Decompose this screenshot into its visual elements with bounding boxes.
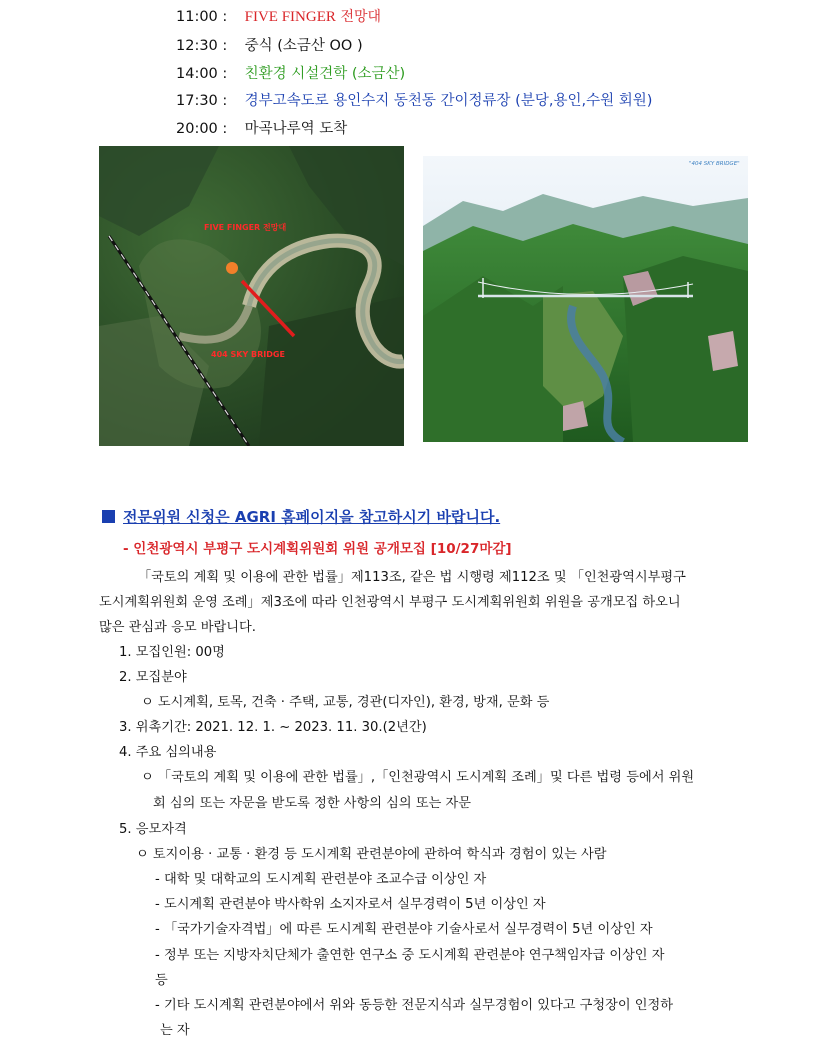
- list-item: 2. 모집분야: [119, 670, 187, 685]
- sub-item: - 「국가기술자격법」에 따른 도시계획 관련분야 기술사로서 실무경력이 5년 이상인 자: [155, 922, 653, 937]
- satellite-map-graphic: [99, 146, 404, 446]
- sub-item: 는 자: [160, 1023, 190, 1038]
- map-label-five-finger: FIVE FINGER 전망대: [204, 223, 287, 232]
- notice-subheading: - 인천광역시 부평구 도시계획위원회 위원 공개모집 [10/27마감]: [123, 541, 512, 557]
- satellite-map-image: [99, 146, 404, 446]
- intro-paragraph-line: 「국토의 계획 및 이용에 관한 법률」제113조, 같은 법 시행령 제112조 및 「인천광역시부평구: [138, 570, 686, 585]
- list-item-detail: 회 심의 또는 자문을 받도록 정한 사항의 심의 또는 자문: [153, 796, 471, 811]
- schedule-text: 중식 (소금산 OO ): [244, 38, 363, 54]
- sub-item: - 기타 도시계획 관련분야에서 위와 동등한 전문지식과 실무경험이 있다고 구청장이 인정하: [155, 998, 674, 1013]
- list-item: 3. 위촉기간: 2021. 12. 1. ~ 2023. 11. 30.(2년간): [119, 720, 427, 735]
- sky-bridge-photo: [423, 156, 748, 442]
- list-item-detail: ㅇ 도시계획, 토목, 건축 · 주택, 교통, 경관(디자인), 환경, 방재, 문화 등: [141, 695, 550, 710]
- schedule-text: 마곡나루역 도착: [244, 121, 348, 137]
- schedule-time: 11:00 :: [176, 9, 228, 25]
- schedule-row: [176, 6, 381, 26]
- sub-item: - 대학 및 대학교의 도시계획 관련분야 조교수급 이상인 자: [155, 872, 487, 887]
- schedule-row: [176, 117, 347, 138]
- schedule-row: [176, 89, 652, 110]
- schedule-text-suffix: 전망대: [340, 9, 382, 25]
- intro-paragraph-line: 많은 관심과 응모 바랍니다.: [99, 620, 256, 635]
- sky-bridge-graphic: [423, 156, 748, 442]
- schedule-time: 17:30 :: [176, 93, 228, 109]
- sub-item: 등: [155, 973, 168, 988]
- sub-item: - 정부 또는 지방자치단체가 출연한 연구소 중 도시계획 관련분야 연구책임자급 이상인 자: [155, 948, 665, 963]
- schedule-row: [176, 62, 405, 83]
- schedule-text: 친환경 시설견학 (소금산): [244, 66, 406, 82]
- list-item-detail: ㅇ 토지이용 · 교통 · 환경 등 도시계획 관련분야에 관하여 학식과 경험이 있는 사람: [136, 847, 607, 862]
- list-item-detail: ㅇ 「국토의 계획 및 이용에 관한 법률」,「인천광역시 도시계획 조례」및 다른 법령 등에서 위원: [141, 770, 695, 785]
- schedule-time: 14:00 :: [176, 66, 228, 82]
- square-bullet-icon: [102, 510, 115, 523]
- notice-heading: [102, 506, 500, 527]
- list-item: 1. 모집인원: 00명: [119, 645, 225, 660]
- schedule-row: [176, 34, 363, 55]
- intro-paragraph-line: 도시계획위원회 운영 조례」제3조에 따라 인천광역시 부평구 도시계획위원회 위원을 공개모집 하오니: [99, 595, 681, 610]
- list-item: 4. 주요 심의내용: [119, 745, 217, 760]
- schedule-time: 20:00 :: [176, 121, 228, 137]
- list-item: 5. 응모자격: [119, 822, 187, 837]
- notice-heading-text: 전문위원 신청은 AGRI 홈페이지을 참고하시기 바랍니다.: [123, 508, 501, 526]
- sub-item: - 도시계획 관련분야 박사학위 소지자로서 실무경력이 5년 이상인 자: [155, 897, 546, 912]
- photo-caption: "404 SKY BRIDGE": [689, 161, 740, 167]
- schedule-text: FIVE FINGER: [244, 9, 336, 25]
- map-label-bridge: 404 SKY BRIDGE: [211, 350, 285, 359]
- schedule-text: 경부고속도로 용인수지 동천동 간이정류장 (분당,용인,수원 회원): [244, 93, 653, 109]
- schedule-time: 12:30 :: [176, 38, 228, 54]
